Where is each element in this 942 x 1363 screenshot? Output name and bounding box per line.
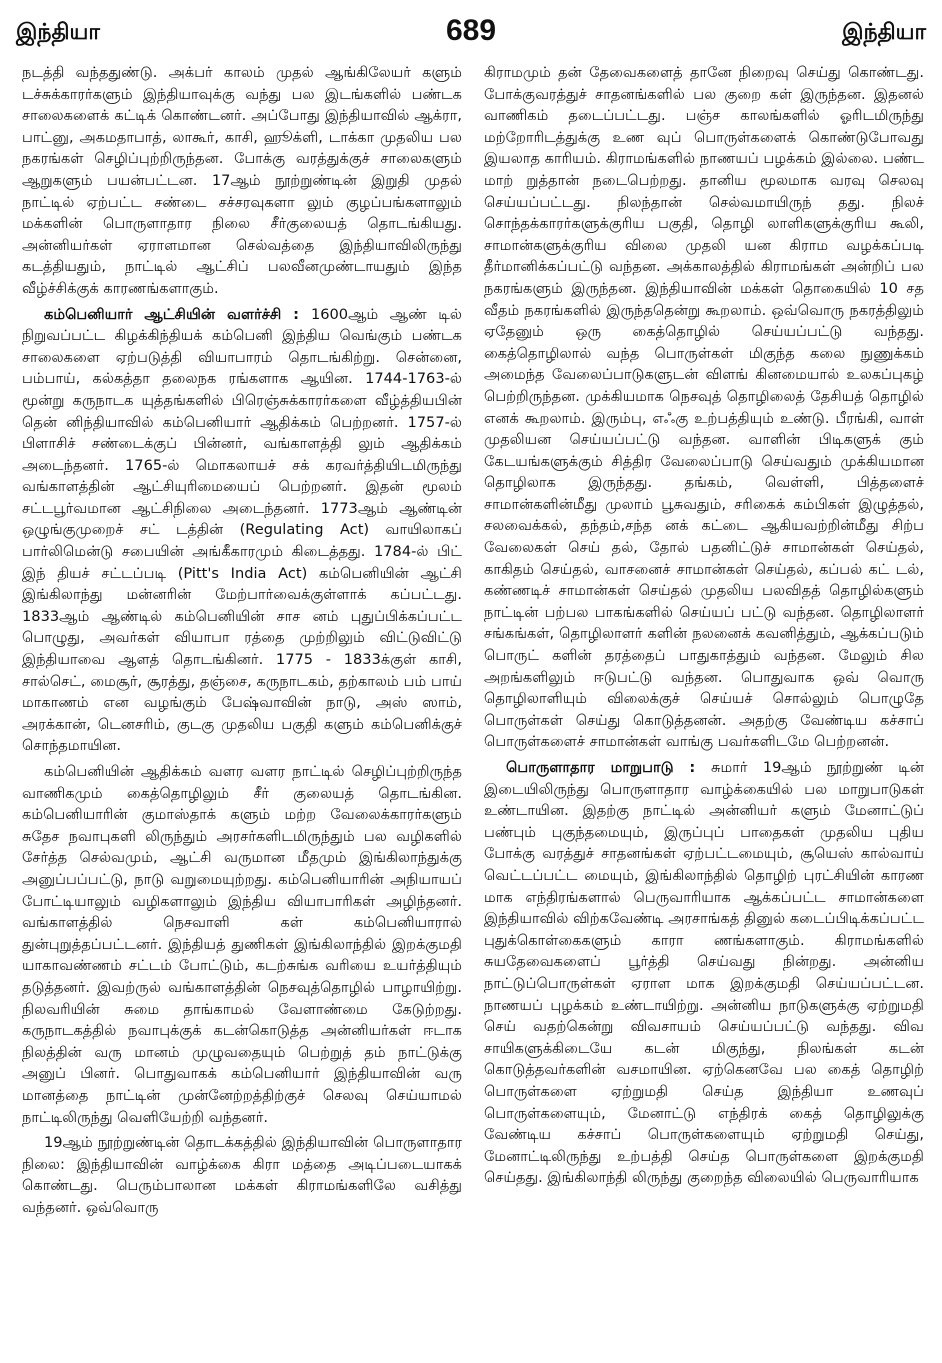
paragraph-text: கிராமமும் தன் தேவைகளைத் தானே நிறைவு செய்து கொண்டது. போக்குவரத்துச் சாதனங்களில் பல குறை கள் இருந்தன. இதனல் வாணிகம் தடைப்பட்டது. பஞ்ச காலங்களில் ஓரிடமிருந்து மற்றோரிடத்துக்கு உண வுப் பொருள்களைக் கொண்டுபோவது இயலாத காரியம். கிராமங்களில் நாணயப் பழக்கம் இல்லை. பண்ட மாற் றுத்தான் நடைபெற்றது. தானிய மூலமாக வரவு செலவு செய்யப்பட்டது. நிலந்தான் செல்வமாயிருந் தது. நிலச் சொந்தக்காரர்களுக்குரிய பகுதி, தொழி லாளிகளுக்குரிய கூலி, சாமான்களுக்குரிய விலை முதலி யன கிராம வழக்கப்படி தீர்மானிக்கப்பட்டு வந்தன. அக்காலத்தில் கிராமங்கள் அன்றிப் பல நகரங்களும் இருந்தன. இந்தியாவின் மக்கள் தொகையில் 10 சத வீதம் நகரங்களில் இருந்ததென்று கூறலாம். ஒவ்வொரு நகரத்திலும் ஏதேனும் ஒரு கைத்தொழில் செய்யப்பட்டு வந்தது. கைத்தொழிலால் வந்த பொருள்கள் மிகுந்த கலை நுணுக்கம் அமைந்த வேலைப்பாடுகளுடன் விளங் கினமையால் உலகப்புகழ் பெற்றிருந்தன. முக்கியமாக நெசவுத் தொழிலைத் தேசியத் தொழில் எனக் கூறலாம். இரும்பு, எஃகு உற்பத்தியும் உண்டு. பீரங்கி, வாள் முதலியன செய்யப்பட்டு வந்தன. வாளின் பிடிகளுக் கும் கேடயங்களுக்கும் சித்திர வேலைப்பாடு செய்வதும் முக்கியமான தொழிலாக இருந்தது. தங்கம், வெள்ளி, பித்தளைச் சாமான்களின்மீது முலாம் பூசுவதும், சரிகைக் கம்பிகள் இழுத்தல், சலவைக்கல், தந்தம்,சந்த னக் கட்டை ஆகியவற்றின்மீது சிற்ப வேலைகள் செய் தல், தோல் பதனிட்டுச் சாமான்கள் செய்தல், காகிதம் செய்தல், வாசனைச் சாமான்கள் செய்தல், கப்பல் கட் டல், கண்ணடிச் சாமான்கள் செய்தல் முதலிய பலவிதத் தொழில்களும் நாட்டின் பற்பல பாகங்களில் செய்யப் பட்டு வந்தன. தொழிலாளர் சங்கங்கள், தொழிலாளர் களின் நலனைக் கவனித்தும், ஆக்கப்படும் பொருட் களின் தரத்தைப் பாதுகாத்தும் வந்தன. மேலும் சில அறங்களிலும் ஈடுபட்டு வந்தன. பொதுவாக ஒவ் வொரு தொழிலாளியும் விலைக்குச் செய்யச் சொல்லும் பொழுதே பொருள்கள் செய்து கொடுத்தனன். அதற்கு வேண்டிய கச்சாப் பொருள்களைச் சாமான்கள் வாங்கு பவர்களிடமே பெற்றனன். — [484, 64, 924, 751]
paragraph — [22, 304, 462, 757]
paragraph-text: கம்பெனியின் ஆதிக்கம் வளர வளர நாட்டில் செழிப்புற்றிருந்த வாணிகமும் கைத்தொழிலும் சீர் குலையத் தொடங்கின. கம்பெனியாரின் குமாஸ்தாக் களும் மற்ற வேலைக்காரர்களும் சுதேச நவாபுகளி லிருந்தும் அரசர்களிடமிருந்தும் பல வழிகளில் சேர்த்த செல்வமும், ஆட்சி வருமான மீதமும் இங்கிலாந்துக்கு அனுப்பப்பட்டு, நாடு வறுமையுற்றது. கம்பெனியாரின் அநியாயப் போட்டியாலும் வழிகளாலும் இந்திய வியாபாரிகள் அழிந்தனர். வங்காளத்தில் நெசவாளி கள் கம்பெனியாரால் துன்புறுத்தப்பட்டனர். இந்தியத் துணிகள் இங்கிலாந்தில் இறக்குமதி யாகாவண்ணம் சட்டம் போட்டும், கடற்சுங்க வரியை உயர்த்தியும் தடுத்தனர். இவற்ருல் வங்காளத்தின் நெசவுத்தொழில் பாழாயிற்று. நிலவரியின் சுமை தாங்காமல் வேளாண்மை கேடுற்றது. கருநாடகத்தில் நவாபுக்குக் கடன்கொடுத்த அன்னியர்கள் ஈடாக நிலத்தின் வரு மானம் முழுவதையும் பெற்றுத் தம் நாட்டுக்கு அனுப் பினர். பொதுவாகக் கம்பெனியார் இந்தியாவின் வரு மானத்தை நாட்டின் முன்னேற்றத்திற்குச் செலவு செய்யாமல் நாட்டிலிருந்து வெளியேற்றி வந்தனர். — [22, 763, 462, 1126]
paragraph-heading: கம்பெனியார் ஆட்சியின் வளர்ச்சி : — [44, 305, 311, 323]
paragraph — [484, 757, 924, 1189]
paragraph — [484, 62, 924, 753]
paragraph-text: 1600ஆம் ஆண் டில் நிறுவப்பட்ட கிழக்கிந்தியக் கம்பெனி இந்திய வெங்கும் பண்டக சாலைகளை ஏற்படுத்தி வியாபாரம் தொடங்கிற்று. சென்னை, பம்பாய், கல்கத்தா தலைநக ரங்களாக ஆயின. 1744-1763-ல் மூன்று கருநாடக யுத்தங்களில் பிரெஞ்சுக்காரர்களை வீழ்த்தியபின் தென் னிந்தியாவில் கம்பெனியார் ஆதிக்கம் பெற்றனர். 1757-ல் பிளாசிச் சண்டைக்குப் பின்னர், வங்காளத்தி லும் ஆதிக்கம் அடைந்தனர். 1765-ல் மொகலாயச் சக் கரவர்த்தியிடமிருந்து வங்காளத்தின் ஆட்சியுரிமையைப் பெற்றனர். இதன் மூலம் சட்டபூர்வமான ஆட்சிநிலை அடைந்தனர். 1773ஆம் ஆண்டின் ஒழுங்குமுறைச் சட் டத்தின் (Regulating Act) வாயிலாகப் பார்லிமென்டு சபையின் அங்கீகாரமும் கிடைத்தது. 1784-ல் பிட் இந் தியச் சட்டப்படி (Pitt's India Act) கம்பெனியின் ஆட்சி இங்கிலாந்து மன்னரின் மேற்பார்வைக்குள்ளாக் கப்பட்டது. 1833ஆம் ஆண்டில் கம்பெனியின் சாச னம் புதுப்பிக்கப்பட்ட பொழுது, அவர்கள் வியாபா ரத்தை முற்றிலும் விட்டுவிட்டு இந்தியாவை ஆளத் தொடங்கினர். 1775 - 1833க்குள் காசி, சால்செட், மைசூர், சூரத்து, தஞ்சை, கருநாடகம், தற்காலம் பம் பாய் மாகாணம் என வழங்கும் பேஷ்வாவின் நாடு, அஸ் ஸாம், அரக்கான், டெனசரிம், குடகு முதலிய பகுதி களும் கம்பெனிக்குச் சொந்தமாயின. — [22, 305, 462, 755]
page-number: 689 — [445, 14, 497, 47]
running-title-left: இந்தியா — [16, 20, 100, 45]
left-column — [22, 62, 462, 1357]
paragraph-text: நடத்தி வந்ததுண்டு. அக்பர் காலம் முதல் ஆங்கிலேயர் களும் டச்சுக்காரர்களும் இந்தியாவுக்கு வந்து பல இடங்களில் பண்டக சாலைகளைக் கட்டிக் கொண்டனர். அப்போது இந்தியாவில் ஆக்ரா, பாட்னு, அகமதாபாத், லாகூர், காசி, ஹூக்ளி, டாக்கா முதலிய பல நகரங்கள் செழிப்புற்றிருந்தன. போக்கு வரத்துக்குச் சாலைகளும் ஆறுகளும் பயன்பட்டன. 17ஆம் நூற்றுண்டின் இறுதி முதல் நாட்டில் ஏற்பட்ட சண்டை சச்சரவுகளா லும் குழப்பங்களாலும் மக்களின் பொருளாதார நிலை சீர்குலையத் தொடங்கியது. அன்னியர்கள் ஏராளமான செல்வத்தை இந்தியாவிலிருந்து கடத்தியதும், நாட்டில் ஆட்சிப் பலவீனமுண்டாயதும் இந்த வீழ்ச்சிக்குக் காரணங்களாகும். — [22, 64, 462, 297]
paragraph — [22, 761, 462, 1128]
paragraph-heading: பொருளாதார மாறுபாடு : — [506, 759, 711, 776]
paragraph — [22, 1132, 462, 1218]
paragraph-text: 19ஆம் நூற்றுண்டின் தொடக்கத்தில் இந்தியாவின் பொருளாதார நிலை: இந்தியாவின் வாழ்க்கை கிரா மத்தை அடிப்படையாகக் கொண்டது. பெரும்பாலான மக்கள் கிராமங்களிலே வசித்து வந்தனர். ஒவ்வொரு — [22, 1134, 462, 1216]
running-title-right: இந்தியா — [842, 20, 926, 45]
paragraph — [22, 62, 462, 300]
right-column — [484, 62, 924, 1357]
paragraph-text: சுமார் 19ஆம் நூற்றுண் டின் இடையிலிருந்து பொருளாதார வாழ்க்கையில் பல மாறுபாடுகள் உண்டாயின. இதற்கு நாட்டில் அன்னியர் களும் மேனாட்டுப் பண்பும் புகுந்தமையும், இருப்புப் பாதைகள் முதலிய புதிய போக்கு வரத்துச் சாதனங்கள் ஏற்பட்டமையும், சூயெஸ் கால்வாய் வெட்டப்பட்ட மையும், இங்கிலாந்தில் தொழிற் புரட்சியின் காரண மாக எந்திரங்களால் பெருவாரியாக ஆக்கப்பட்ட சாமான்களை இந்தியாவில் விற்கவேண்டி அரசாங்கத் தினுல் கடைப்பிடிக்கப்பட்ட புதுக்கொள்கைகளும் காரா ணங்களாகும். கிராமங்களில் சுயதேவைகளைப் பூர்த்தி செய்வது நின்றது. அன்னிய நாட்டுப்பொருள்கள் ஏராள மாக இறக்குமதி செய்யப்பட்டன. நாணயப் புழக்கம் உண்டாயிற்று. அன்னிய நாடுகளுக்கு ஏற்றுமதி செய் வதற்கென்று விவசாயம் செய்யப்பட்டு வந்தது. விவ சாயிகளுக்கிடையே கடன் மிகுந்து, நிலங்கள் கடன் கொடுத்தவர்களின் வசமாயின. ஏற்கெனவே பல கைத் தொழிற் பொருள்களை ஏற்றுமதி செய்த இந்தியா உணவுப் பொருள்களையும், மேனாட்டு எந்திரக் கைத் தொழிலுக்கு வேண்டிய கச்சாப் பொருள்களையும் ஏற்றுமதி செய்து, மேனாட்டிலிருந்து உற்பத்தி செய்த பொருள்களை இறக்குமதி செய்தது. இங்கிலாந்தி லிருந்து குறைந்த விலையில் பெருவாரியாக — [484, 759, 924, 1187]
page-header — [0, 14, 942, 50]
